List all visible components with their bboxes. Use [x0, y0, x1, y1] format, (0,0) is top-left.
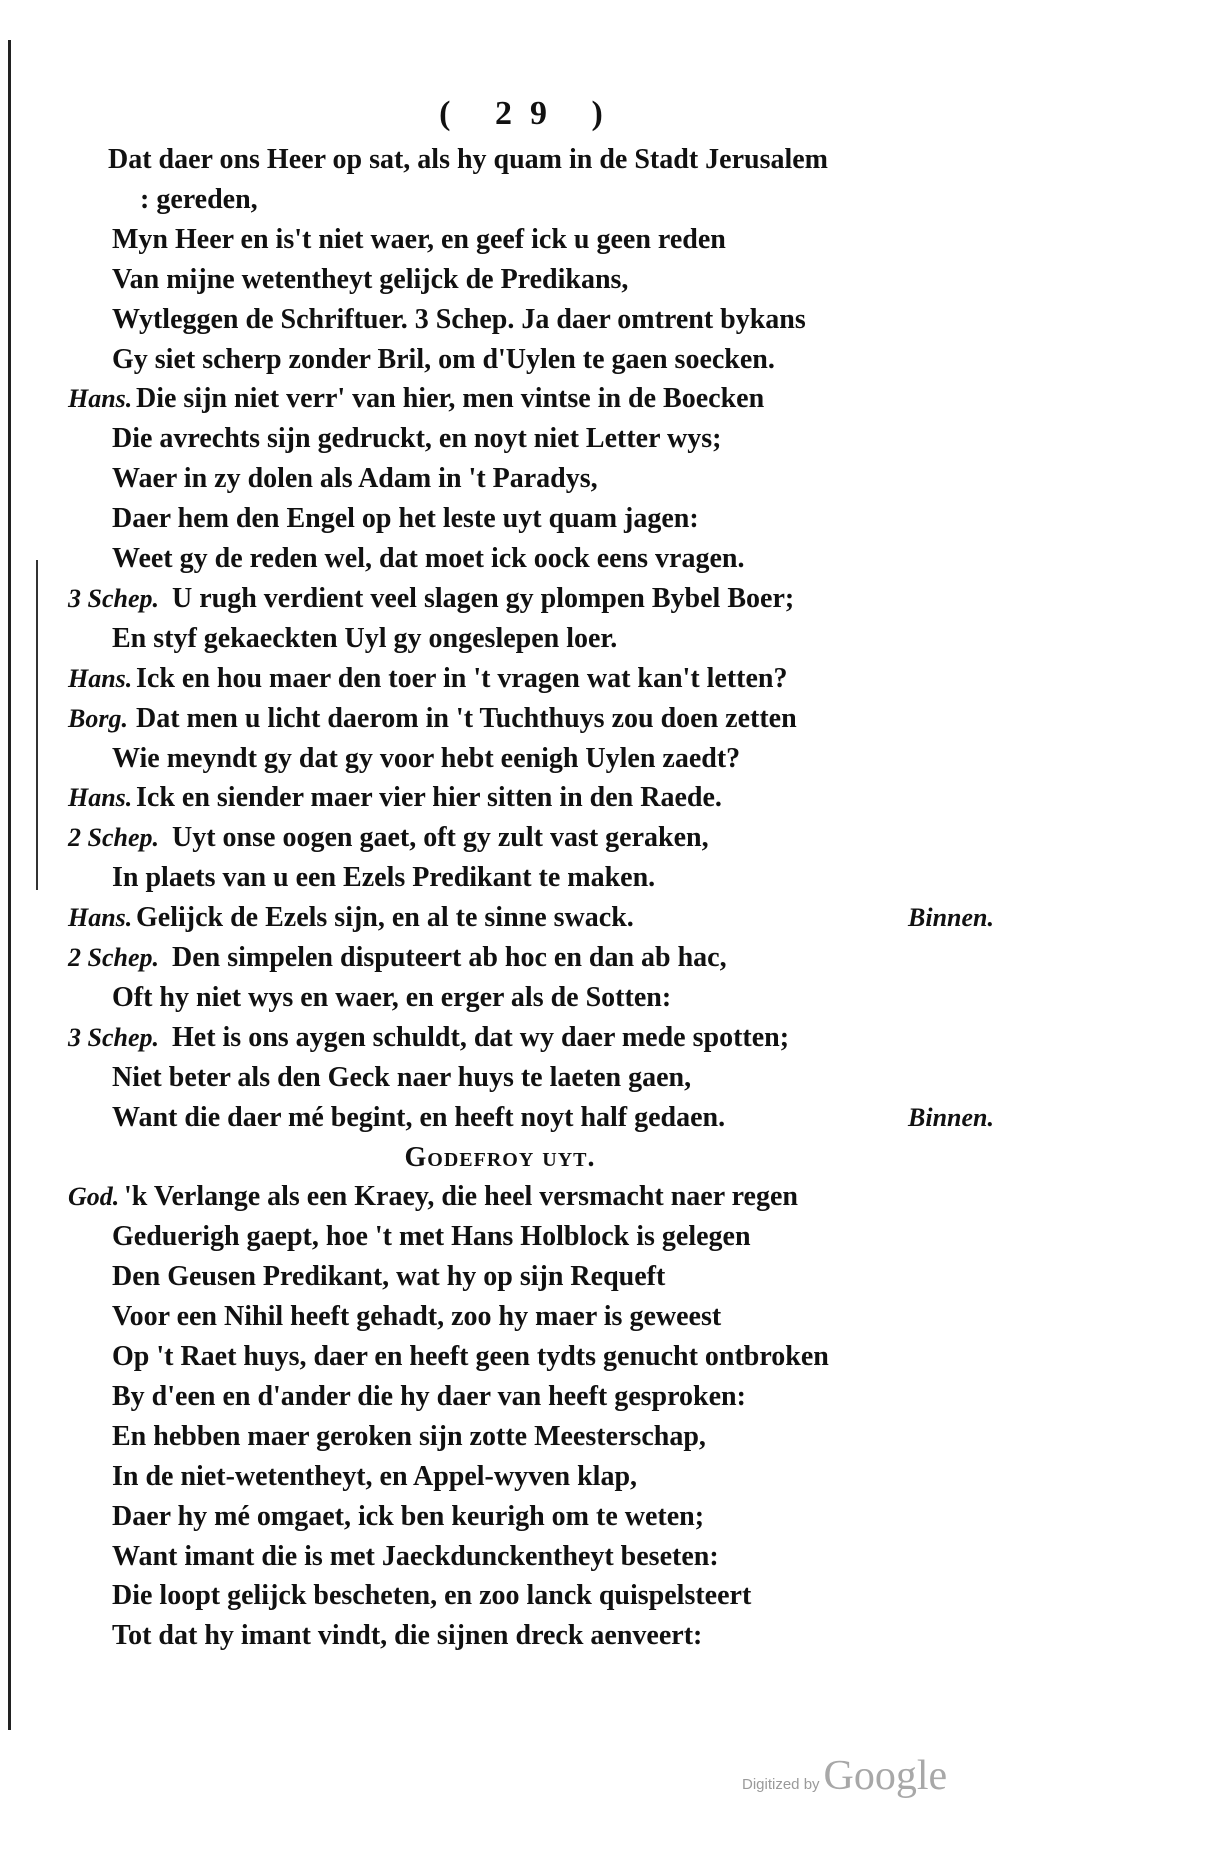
speaker-label: Borg.: [68, 703, 128, 733]
line-text: En styf gekaeckten Uyl gy ongeslepen loer.: [112, 622, 618, 654]
speaker-label: Hans.: [68, 903, 133, 933]
verse-line: [0, 220, 1000, 260]
verse-line: [0, 739, 1000, 779]
verse-line: [0, 818, 1000, 858]
verse-line: [0, 699, 1000, 739]
speaker-label: Hans.: [68, 663, 133, 693]
line-text: : gereden,: [140, 183, 258, 215]
line-text: Gy siet scherp zonder Bril, om d'Uylen te gaen soecken.: [112, 343, 775, 375]
line-text: Daer hem den Engel op het leste uyt quam jagen:: [112, 503, 699, 535]
speaker-label: 2 Schep.: [68, 943, 159, 972]
speaker-label: Hans.: [68, 783, 133, 813]
verse-line: [0, 499, 1000, 539]
line-text: Die avrechts sijn gedruckt, en noyt niet Letter wys;: [112, 423, 722, 455]
stage-direction: Binnen.: [908, 903, 994, 933]
verse-line: [0, 1377, 1000, 1417]
line-text: Waer in zy dolen als Adam in 't Paradys,: [112, 463, 598, 495]
line-text: Van mijne wetentheyt gelijck de Predikans,: [112, 263, 629, 295]
verse-line: [0, 379, 1000, 419]
verse-line: [0, 778, 1000, 818]
line-text: U rugh verdient veel slagen gy plompen Bybel Boer;: [172, 582, 795, 614]
verse-line: [0, 1098, 1000, 1138]
line-text: Tot dat hy imant vindt, die sijnen dreck aenveert:: [112, 1620, 703, 1652]
verse-line: [0, 1497, 1000, 1537]
verse-line: [0, 938, 1000, 978]
line-text: Oft hy niet wys en waer, en erger als de Sotten:: [112, 981, 672, 1013]
line-text: En hebben maer geroken sijn zotte Meesterschap,: [112, 1420, 706, 1452]
line-text: By d'een en d'ander die hy daer van heeft gesproken:: [112, 1380, 746, 1412]
verse-line: [0, 1616, 1000, 1656]
line-text: Ick en siender maer vier hier sitten in den Raede.: [136, 782, 722, 814]
line-text: 'k Verlange als een Kraey, die heel versmacht naer regen: [124, 1181, 798, 1213]
verse-line: [0, 1018, 1000, 1058]
verse-line: [0, 1058, 1000, 1098]
line-text: Niet beter als den Geck naer huys te laeten gaen,: [112, 1061, 692, 1093]
stage-direction: Binnen.: [908, 1102, 994, 1132]
line-text: Die sijn niet verr' van hier, men vintse in de Boecken: [136, 383, 765, 415]
verse-line: [0, 1337, 1000, 1377]
verse-line: [0, 1257, 1000, 1297]
line-text: Gelijck de Ezels sijn, en al te sinne swack.: [136, 902, 634, 934]
verse-line: [0, 1297, 1000, 1337]
verse-line: [0, 898, 1000, 938]
line-text: Daer hy mé omgaet, ick ben keurigh om te weten;: [112, 1500, 705, 1532]
line-text: Uyt onse oogen gaet, oft gy zult vast geraken,: [172, 822, 709, 854]
watermark-prefix: Digitized by: [742, 1776, 820, 1793]
line-text: Want die daer mé begint, en heeft noyt half gedaen.: [112, 1101, 726, 1133]
line-text: Geduerigh gaept, hoe 't met Hans Holblock is gelegen: [112, 1221, 751, 1253]
line-text: Wie meyndt gy dat gy voor hebt eenigh Uylen zaedt?: [112, 742, 741, 774]
watermark: [742, 1752, 947, 1800]
verse-line: [0, 260, 1000, 300]
line-text: Godefroy uyt.: [404, 1141, 596, 1173]
watermark-brand: Google: [823, 1753, 948, 1799]
line-text: In plaets van u een Ezels Predikant te maken.: [112, 862, 656, 894]
verse-line: [0, 1576, 1000, 1616]
line-text: Dat daer ons Heer op sat, als hy quam in de Stadt Jerusalem: [108, 144, 829, 175]
line-text: Ick en hou maer den toer in 't vragen wat kan't letten?: [136, 662, 788, 694]
line-text: In de niet-wetentheyt, en Appel-wyven klap,: [112, 1460, 638, 1492]
line-text: Voor een Nihil heeft gehadt, zoo hy maer is geweest: [112, 1301, 722, 1333]
verse-line: [0, 858, 1000, 898]
verse-line: [0, 1417, 1000, 1457]
speaker-label: 2 Schep.: [68, 823, 159, 853]
verse-line: [0, 300, 1000, 340]
speaker-label: 3 Schep.: [68, 583, 159, 613]
line-text: Myn Heer en is't niet waer, en geef ick u geen reden: [112, 223, 726, 255]
verse-line: [0, 1217, 1000, 1257]
line-text: Weet gy de reden wel, dat moet ick oock eens vragen.: [112, 543, 745, 574]
speaker-label: Hans.: [68, 384, 133, 414]
page-number: ( 29 ): [439, 95, 621, 132]
line-text: Den simpelen disputeert ab hoc en dan ab hac,: [172, 942, 727, 973]
speaker-label: God.: [68, 1182, 120, 1212]
line-text: Want imant die is met Jaeckdunckentheyt beseten:: [112, 1540, 719, 1572]
line-text: Die loopt gelijck bescheten, en zoo lanck quispelsteert: [112, 1580, 752, 1612]
line-text: Den Geusen Predikant, wat hy op sijn Requeft: [112, 1261, 666, 1293]
verse-line: [0, 140, 1000, 180]
verse-line: [0, 459, 1000, 499]
line-text: Wytleggen de Schriftuer. 3 Schep. Ja daer omtrent bykans: [112, 303, 806, 335]
line-text: Op 't Raet huys, daer en heeft geen tydts genucht ontbroken: [112, 1341, 829, 1372]
verse-line: [0, 619, 1000, 659]
verse-line: [0, 579, 1000, 619]
verse-line: [0, 978, 1000, 1018]
verse-line: [0, 1138, 1000, 1178]
verse-line: [0, 1177, 1000, 1217]
verse-line: [0, 539, 1000, 579]
verse-line: [0, 1537, 1000, 1577]
speaker-label: 3 Schep.: [68, 1022, 159, 1052]
verse-line: [0, 659, 1000, 699]
verse-line: [0, 340, 1000, 380]
verse-line: [0, 419, 1000, 459]
line-text: Dat men u licht daerom in 't Tuchthuys zou doen zetten: [136, 702, 797, 734]
line-text: Het is ons aygen schuldt, dat wy daer mede spotten;: [172, 1021, 790, 1053]
verse-line: [0, 1457, 1000, 1497]
verse-line: [0, 180, 1000, 220]
